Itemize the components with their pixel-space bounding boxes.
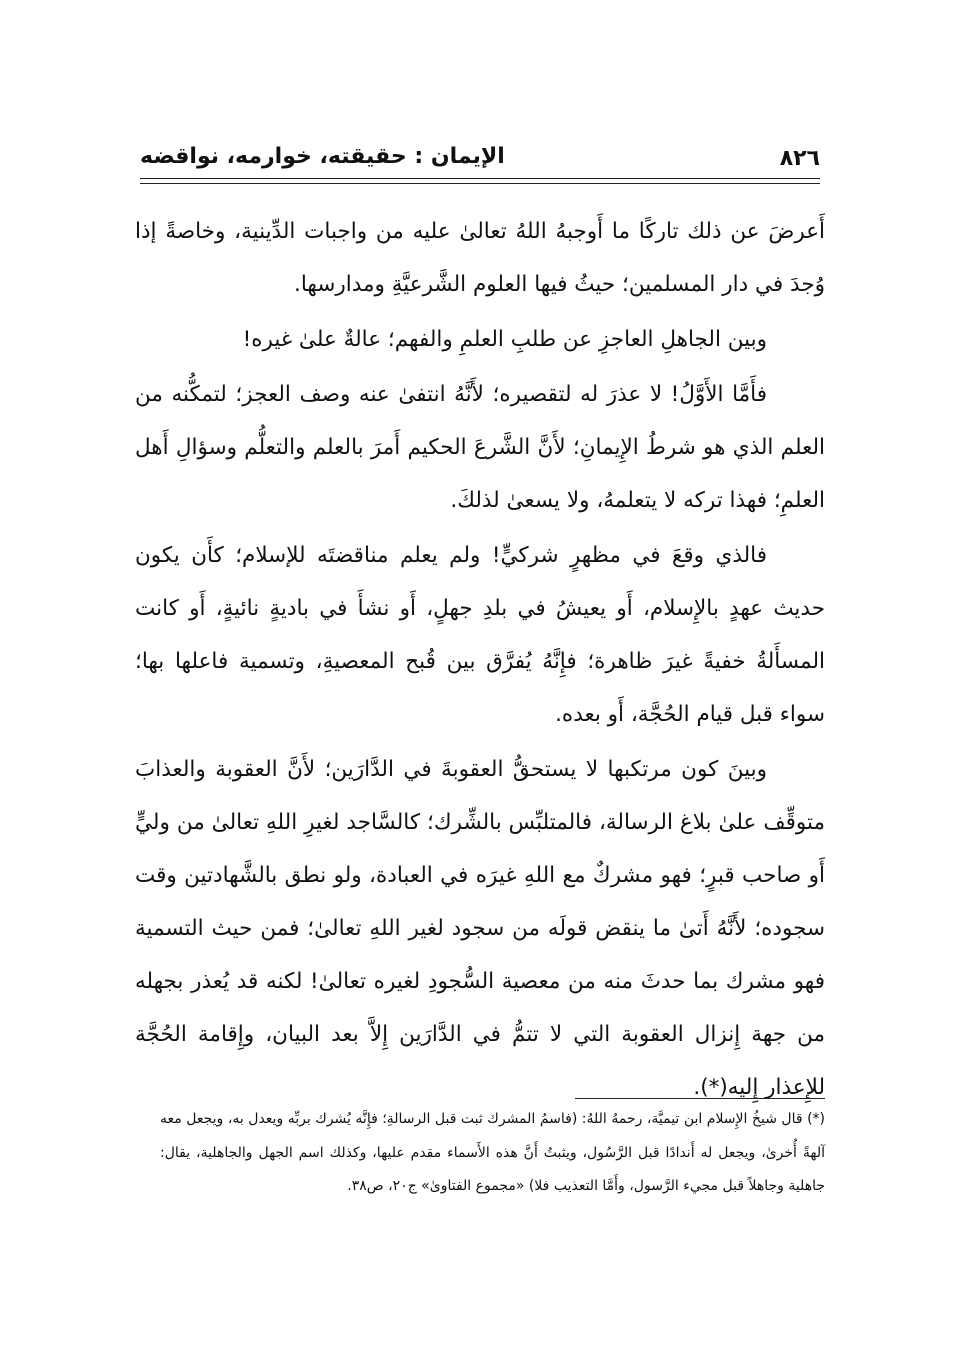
footnote-text: (*) قال شيخُ الإِسلام ابن تيميَّة، رحمهُ اللهُ: (فاسمُ المشرك ثبت قبل الرسالةِ؛ فإِنَّه يُشرك بربِّه ويعدل به، ويجعل معه آلهةً أُخرىٰ، ويجعل له أَندادًا قبل الرَّسُول، ويثبتُ أَنَّ هذه الأَسماء مقدم عليها، وكذلك اسم الجهل والجاهلية، يقال: جاهلية وجاهلاً قبل مجيء الرَّسول، وأَمَّا التعذيب فلا) «مجموع الفتاوىٰ» ج٢٠، ص٣٨. xyxy=(160,1111,825,1194)
header-rule-bottom xyxy=(140,183,820,184)
paragraph: وبين الجاهلِ العاجزِ عن طلبِ العلمِ والفهم؛ عالةٌ علىٰ غيره! xyxy=(242,327,767,352)
running-title: الإيمان : حقيقته، خوارمه، نواقضه xyxy=(140,144,505,169)
footnote-rule xyxy=(575,1098,825,1099)
header-rule-top xyxy=(140,178,820,179)
paragraph: وبينَ كون مرتكبها لا يستحقُّ العقوبةَ في الدَّارَين؛ لأَنَّ العقوبة والعذابَ متوقِّف علىٰ بلاغ الرسالة، فالمتلبِّس بالشِّرك؛ كالسَّاجد لغيرِ اللهِ تعالىٰ من وليٍّ أَو صاحب قبرٍ؛ فهو مشركٌ مع اللهِ غيرَه في العبادة، ولو نطق بالشَّهادتين وقت سجوده؛ لأَنَّهُ أَتىٰ ما ينقض قولَه من سجود لغير اللهِ تعالىٰ؛ فمن حيث التسمية فهو مشرك بما حدثَ منه من معصية السُّجودِ لغيره تعالىٰ! لكنه قد يُعذر بجهله من جهة إِنزال العقوبة التي لا تتمُّ في الدَّارَين إِلاَّ بعد البيان، وإِقامة الحُجَّة للإِعذار إِليه(*). xyxy=(135,757,825,1100)
page-header xyxy=(140,140,820,180)
paragraph: أَعرضَ عن ذلك تاركًا ما أَوجبهُ اللهُ تعالىٰ عليه من واجبات الدِّينية، وخاصةً إذا وُجدَ في دار المسلمين؛ حيثُ فيها العلوم الشَّرعيَّةِ ومدارسها. xyxy=(135,219,825,297)
paragraph: فالذي وقعَ في مظهرٍ شركيٍّ! ولم يعلم مناقضتَه للإسلام؛ كأَن يكون حديث عهدٍ بالإِسلام، أَو يعيشُ في بلدِ جهلٍ، أَو نشأَ في باديةٍ نائيةٍ، أَو كانت المسأَلةُ خفيةً غيرَ ظاهرة؛ فإِنَّهُ يُفرَّق بين قُبح المعصيةِ، وتسمية فاعلها بها؛ سواء قبل قيام الحُجَّة، أَو بعده. xyxy=(135,543,825,727)
body-text xyxy=(135,205,825,1114)
footnote xyxy=(160,1103,825,1204)
paragraph: فأَمَّا الأَوَّلُ! لا عذرَ له لتقصيره؛ لأَنَّهُ انتفىٰ عنه وصف العجز؛ لتمكُّنه من العلم الذي هو شرطُ الإِيمانِ؛ لأَنَّ الشَّرعَ الحكيم أَمرَ بالعلم والتعلُّم وسؤالِ أَهل العلمِ؛ فهذا تركه لا يتعلمهُ، ولا يسعىٰ لذلكَ. xyxy=(135,382,825,513)
page-number: ٨٢٦ xyxy=(779,146,820,171)
